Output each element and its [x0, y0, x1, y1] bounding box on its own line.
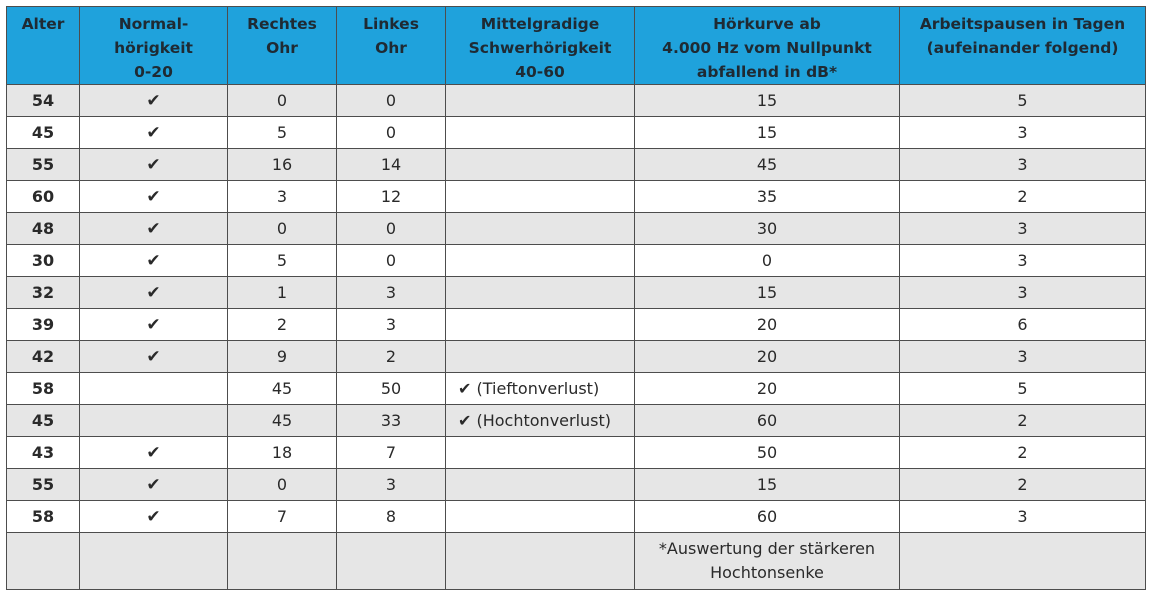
- cell-alter: 58: [7, 373, 80, 405]
- cell-alter: 54: [7, 85, 80, 117]
- cell-rechtes-ohr: 45: [228, 373, 337, 405]
- header-line: Schwerhörigkeit: [468, 39, 612, 57]
- footnote-row: [7, 533, 1146, 590]
- cell-mittelgradig: [446, 277, 635, 309]
- header-line: Hörkurve ab: [713, 15, 821, 33]
- footnote-cell: [635, 533, 900, 590]
- cell-normal: ✔: [80, 149, 228, 181]
- cell-rechtes-ohr: 0: [228, 469, 337, 501]
- cell-alter: 32: [7, 277, 80, 309]
- cell-hoerkurve: 15: [635, 469, 900, 501]
- cell-normal: ✔: [80, 245, 228, 277]
- empty-cell: [446, 533, 635, 590]
- cell-linkes-ohr: 8: [337, 501, 446, 533]
- header-line: (aufeinander folgend): [926, 39, 1119, 57]
- cell-normal: ✔: [80, 341, 228, 373]
- header-line: 40-60: [515, 63, 565, 81]
- cell-hoerkurve: 60: [635, 405, 900, 437]
- cell-linkes-ohr: 50: [337, 373, 446, 405]
- cell-mittelgradig: [446, 437, 635, 469]
- header-normalhoerigkeit: [80, 7, 228, 85]
- cell-arbeitspausen: 3: [900, 117, 1146, 149]
- header-line: 4.000 Hz vom Nullpunkt: [662, 39, 872, 57]
- cell-rechtes-ohr: 16: [228, 149, 337, 181]
- empty-cell: [228, 533, 337, 590]
- cell-linkes-ohr: 3: [337, 277, 446, 309]
- cell-normal: ✔: [80, 437, 228, 469]
- table-row: [7, 501, 1146, 533]
- table-body: [7, 85, 1146, 590]
- cell-arbeitspausen: 3: [900, 277, 1146, 309]
- cell-mittelgradig: [446, 501, 635, 533]
- header-line: 0-20: [134, 63, 173, 81]
- cell-linkes-ohr: 0: [337, 213, 446, 245]
- table-row: [7, 437, 1146, 469]
- footnote-line: Hochtonsenke: [710, 563, 824, 582]
- cell-mittelgradig: [446, 245, 635, 277]
- table-header: [7, 7, 1146, 85]
- header-line: hörigkeit: [114, 39, 193, 57]
- cell-mittelgradig: [446, 181, 635, 213]
- header-linkes-ohr: [337, 7, 446, 85]
- header-row: [7, 7, 1146, 85]
- cell-mittelgradig: [446, 85, 635, 117]
- header-mittelgradige-schwerhoerigkeit: [446, 7, 635, 85]
- cell-hoerkurve: 60: [635, 501, 900, 533]
- cell-alter: 48: [7, 213, 80, 245]
- cell-linkes-ohr: 12: [337, 181, 446, 213]
- table-row: [7, 181, 1146, 213]
- cell-normal: [80, 373, 228, 405]
- empty-cell: [7, 533, 80, 590]
- cell-linkes-ohr: 0: [337, 85, 446, 117]
- cell-rechtes-ohr: 5: [228, 245, 337, 277]
- cell-linkes-ohr: 33: [337, 405, 446, 437]
- cell-alter: 58: [7, 501, 80, 533]
- cell-rechtes-ohr: 3: [228, 181, 337, 213]
- header-arbeitspausen: [900, 7, 1146, 85]
- cell-arbeitspausen: 2: [900, 437, 1146, 469]
- header-line: Mittelgradige: [480, 15, 600, 33]
- table-row: [7, 341, 1146, 373]
- cell-arbeitspausen: 3: [900, 245, 1146, 277]
- cell-mittelgradig: [446, 341, 635, 373]
- cell-mittelgradig: [446, 149, 635, 181]
- cell-rechtes-ohr: 5: [228, 117, 337, 149]
- cell-alter: 43: [7, 437, 80, 469]
- table-row: [7, 405, 1146, 437]
- cell-hoerkurve: 35: [635, 181, 900, 213]
- cell-hoerkurve: 50: [635, 437, 900, 469]
- cell-alter: 45: [7, 117, 80, 149]
- header-line: Linkes: [363, 15, 419, 33]
- cell-alter: 42: [7, 341, 80, 373]
- cell-normal: ✔: [80, 277, 228, 309]
- header-line: Ohr: [375, 39, 407, 57]
- cell-mittelgradig: [446, 117, 635, 149]
- cell-mittelgradig: [446, 213, 635, 245]
- cell-hoerkurve: 30: [635, 213, 900, 245]
- table-row: [7, 277, 1146, 309]
- header-line: abfallend in dB*: [696, 63, 838, 81]
- cell-arbeitspausen: 2: [900, 405, 1146, 437]
- cell-normal: ✔: [80, 85, 228, 117]
- cell-arbeitspausen: 3: [900, 213, 1146, 245]
- cell-alter: 55: [7, 469, 80, 501]
- header-rechtes-ohr: [228, 7, 337, 85]
- table-row: [7, 469, 1146, 501]
- cell-alter: 45: [7, 405, 80, 437]
- cell-linkes-ohr: 2: [337, 341, 446, 373]
- cell-linkes-ohr: 7: [337, 437, 446, 469]
- cell-arbeitspausen: 3: [900, 341, 1146, 373]
- table-row: [7, 309, 1146, 341]
- cell-linkes-ohr: 3: [337, 309, 446, 341]
- header-line: Normal-: [118, 15, 189, 33]
- cell-alter: 60: [7, 181, 80, 213]
- cell-arbeitspausen: 5: [900, 85, 1146, 117]
- table-row: [7, 149, 1146, 181]
- cell-arbeitspausen: 2: [900, 181, 1146, 213]
- cell-hoerkurve: 20: [635, 309, 900, 341]
- cell-rechtes-ohr: 0: [228, 85, 337, 117]
- empty-cell: [80, 533, 228, 590]
- cell-arbeitspausen: 6: [900, 309, 1146, 341]
- cell-rechtes-ohr: 18: [228, 437, 337, 469]
- cell-normal: ✔: [80, 181, 228, 213]
- header-line: Alter: [21, 15, 65, 33]
- table-row: [7, 213, 1146, 245]
- cell-rechtes-ohr: 2: [228, 309, 337, 341]
- cell-linkes-ohr: 0: [337, 117, 446, 149]
- cell-mittelgradig: ✔ (Tieftonverlust): [446, 373, 635, 405]
- header-alter: [7, 7, 80, 85]
- cell-normal: ✔: [80, 117, 228, 149]
- cell-hoerkurve: 45: [635, 149, 900, 181]
- header-hoerkurve: [635, 7, 900, 85]
- hearing-data-table: [6, 6, 1146, 590]
- cell-rechtes-ohr: 9: [228, 341, 337, 373]
- cell-alter: 30: [7, 245, 80, 277]
- cell-normal: ✔: [80, 213, 228, 245]
- table-row: [7, 85, 1146, 117]
- cell-mittelgradig: [446, 469, 635, 501]
- cell-hoerkurve: 0: [635, 245, 900, 277]
- cell-linkes-ohr: 3: [337, 469, 446, 501]
- cell-mittelgradig: [446, 309, 635, 341]
- empty-cell: [900, 533, 1146, 590]
- cell-arbeitspausen: 5: [900, 373, 1146, 405]
- cell-hoerkurve: 15: [635, 117, 900, 149]
- table-row: [7, 245, 1146, 277]
- cell-hoerkurve: 15: [635, 85, 900, 117]
- cell-alter: 55: [7, 149, 80, 181]
- cell-rechtes-ohr: 0: [228, 213, 337, 245]
- table-row: [7, 117, 1146, 149]
- cell-normal: ✔: [80, 309, 228, 341]
- table-row: [7, 373, 1146, 405]
- empty-cell: [337, 533, 446, 590]
- cell-hoerkurve: 15: [635, 277, 900, 309]
- cell-rechtes-ohr: 7: [228, 501, 337, 533]
- cell-arbeitspausen: 2: [900, 469, 1146, 501]
- header-line: Arbeitspausen in Tagen: [919, 15, 1126, 33]
- cell-arbeitspausen: 3: [900, 501, 1146, 533]
- cell-arbeitspausen: 3: [900, 149, 1146, 181]
- cell-rechtes-ohr: 1: [228, 277, 337, 309]
- cell-normal: ✔: [80, 501, 228, 533]
- cell-rechtes-ohr: 45: [228, 405, 337, 437]
- cell-hoerkurve: 20: [635, 341, 900, 373]
- cell-mittelgradig: ✔ (Hochtonverlust): [446, 405, 635, 437]
- cell-normal: [80, 405, 228, 437]
- footnote-line: *Auswertung der stärkeren: [658, 539, 876, 558]
- cell-linkes-ohr: 0: [337, 245, 446, 277]
- cell-linkes-ohr: 14: [337, 149, 446, 181]
- header-line: Rechtes: [247, 15, 317, 33]
- cell-normal: ✔: [80, 469, 228, 501]
- cell-alter: 39: [7, 309, 80, 341]
- header-line: Ohr: [266, 39, 298, 57]
- cell-hoerkurve: 20: [635, 373, 900, 405]
